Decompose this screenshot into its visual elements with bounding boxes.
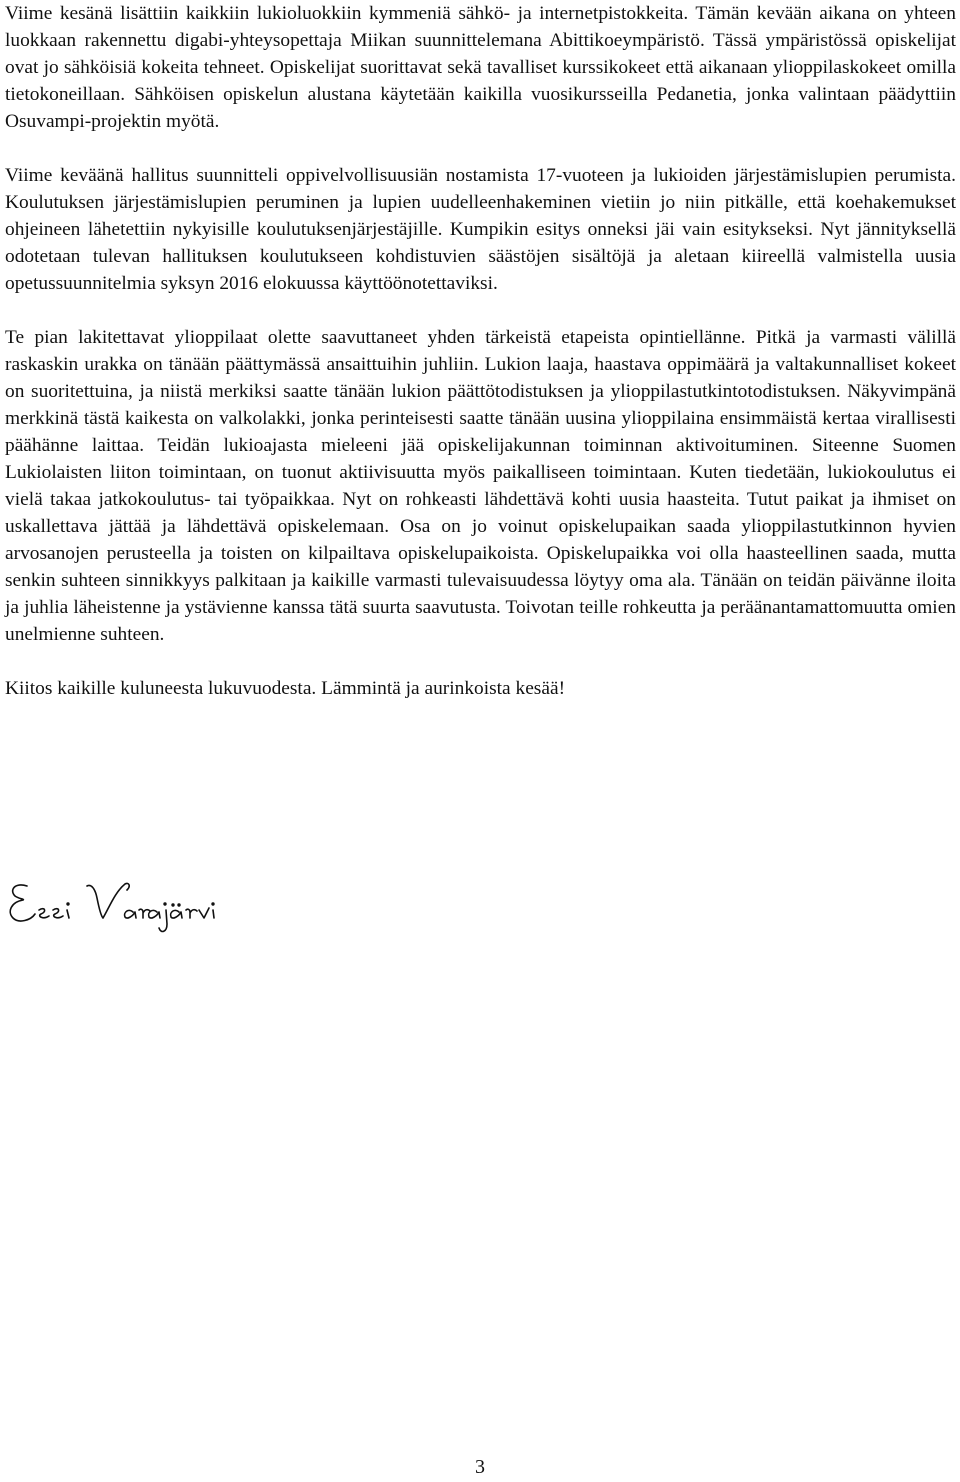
page-number: 3	[475, 1456, 485, 1478]
paragraph-digital-learning: Viime kesänä lisättiin kaikkiin lukioluokkiin kymmeniä sähkö- ja internetpistokkeita. Tämän kevään aikana on yhteen luokkaan rakennettu digabi-yhteysopettaja Miikan suunnittelemana Abittikoeympäristö. Tässä ympäristössä opiskelijat ovat jo sähköisiä kokeita tehneet. Opiskelijat suorittavat sekä tavalliset kurssikokeet että aikanaan ylioppilaskokeet omilla tietokoneillaan. Sähköisen opiskelun alustana käytetään kaikilla vuosikursseilla Pedanetia, jonka valintaan päädyttiin Osuvampi-projektin myötä.	[5, 3, 956, 132]
document-body	[5, 0, 956, 702]
paragraph-closing-thanks: Kiitos kaikille kuluneesta lukuvuodesta. Lämmintä ja aurinkoista kesää!	[5, 678, 566, 699]
handwritten-signature	[5, 868, 225, 938]
paragraph-graduates-address: Te pian lakitettavat ylioppilaat olette saavuttaneet yhden tärkeistä etapeista opintiellänne. Pitkä ja varmasti välillä raskaskin urakka on tänään päättymässä ansaittuihin juhliin. Lukion laaja, haastava oppimäärä ja valtakunnalliset kokeet on suoritettuina, ja niistä merkiksi saatte tänään lukion päättötodistuksen ja ylioppilastutkintotodistuksen. Näkyvimpänä merkkinä tästä kaikesta on valkolakki, jonka perinteisesti saatte tänään uusina ylioppilaina ensimmäistä kertaa virallisesti päähänne laittaa. Teidän lukioajasta mieleeni jää opiskelijakunnan toiminnan aktivoituminen. Siteenne Suomen Lukiolaisten liiton toimintaan, on tuonut aktiivisuutta myös paikalliseen toimintaan. Kuten tiedetään, lukiokoulutus ei vielä takaa jatkokoulutus- tai työpaikkaa. Nyt on rohkeasti lähdettävä kohti uusia haasteita. Tutut paikat ja ihmiset on uskallettava jättää ja lähdettävä opiskelemaan. Osa on jo voinut opiskelupaikan saada ylioppilastutkinnon hyvien arvosanojen perusteella ja toisten on kilpailtava opiskelupaikoista. Opiskelupaikka voi olla haasteellinen saada, mutta senkin suhteen sinnikkyys palkitaan ja kaikille varmasti tulevaisuudessa löytyy oma ala. Tänään on teidän päivänne iloita ja juhlia läheistenne ja ystävienne kanssa tätä suurta saavutusta. Toivotan teille rohkeutta ja peräänantamattomuutta omien unelmienne suhteen.	[5, 327, 956, 645]
paragraph-government-plans: Viime keväänä hallitus suunnitteli oppivelvollisuusiän nostamista 17-vuoteen ja lukioiden järjestämislupien perumista. Koulutuksen järjestämislupien peruminen ja lupien uudelleenhakeminen vietiin jo niin pitkälle, että koehakemukset ohjeineen lähetettiin nykyisille koulutuksenjärjestäjille. Kumpikin esitys onneksi jäi vain esitykseksi. Nyt jännityksellä odotetaan tulevan hallituksen koulutukseen kohdistuvien säästöjen sisältöjä ja aletaan kiireellä valmistella uusia opetussuunnitelmia syksyn 2016 elokuussa käyttöönotettaviksi.	[5, 165, 956, 294]
